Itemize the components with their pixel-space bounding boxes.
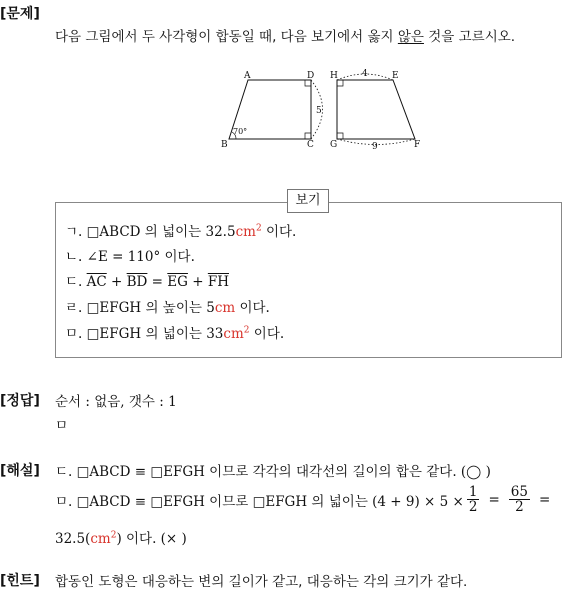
bogi-item-text-post: 이다. (235, 300, 270, 316)
label-gf-length: 9 (372, 142, 378, 152)
right-angle-g (337, 133, 343, 139)
bogi-item-text-post: 이다. (261, 224, 297, 240)
explanation-line-1: ㄷ. □ABCD ≡ □EFGH 이므로 각각의 대각선의 길이의 합은 같다. (◯ ) (55, 464, 491, 480)
problem-question (55, 25, 515, 45)
bogi-item-3 (65, 270, 229, 290)
fraction-half: $\frac{1}{2}$ (468, 484, 478, 516)
answer-line-1: 순서 : 없음, 갯수 : 1 (55, 394, 177, 410)
label-b: B (221, 140, 228, 150)
bogi-item-text: □ABCD 의 넓이는 32.5 (86, 224, 236, 240)
bogi-item-5 (65, 322, 284, 342)
label-h: H (330, 71, 338, 81)
unit-cm: $cm^2$ (235, 223, 262, 240)
bogi-marker: ㄷ. (65, 274, 83, 290)
bogi-item-1 (65, 220, 296, 240)
segment-ac: $\overline{AC}$ (86, 274, 107, 290)
hint-text: 합동인 도형은 대응하는 변의 길이가 같고, 대응하는 각의 크기가 같다. (55, 574, 468, 590)
trapezoid-efgh (337, 80, 415, 139)
bogi-item-text: □EFGH 의 높이는 5 (86, 300, 215, 316)
unit-cm: cm (214, 300, 236, 316)
unit-cm: $cm^2$ (90, 530, 117, 547)
segment-eg: $\overline{EG}$ (167, 274, 188, 290)
segment-bd: $\overline{BD}$ (126, 274, 148, 290)
bogi-item-4 (65, 296, 270, 316)
explanation-line-2 (55, 485, 550, 514)
label-f: F (414, 140, 421, 150)
equals-sign: = (538, 491, 551, 508)
label-g: G (330, 140, 338, 150)
explanation-text: ㅁ. □ABCD ≡ □EFGH 이므로 □EFGH 의 넓이는 (4 + 9) × 5 × (55, 493, 464, 510)
bogi-item-text-post: 이다. (249, 326, 285, 342)
bogi-marker: ㄹ. (65, 300, 83, 316)
label-e: E (392, 71, 399, 81)
explanation-heading: [해설] (0, 463, 40, 479)
question-underlined: 않은 (397, 29, 424, 45)
unit-cm: $cm^2$ (223, 325, 250, 342)
answer-line-2: ㅁ (55, 418, 69, 434)
explanation-text-post: ) 이다. (× ) (116, 531, 187, 547)
segment-fh: $\overline{FH}$ (207, 274, 229, 290)
label-he-length: 4 (362, 69, 368, 79)
fraction-65-2: $\frac{65}{2}$ (510, 484, 528, 516)
trapezoid-figure (216, 68, 436, 152)
right-angle-c (305, 133, 311, 139)
label-dc-length: 5 (316, 106, 322, 116)
bogi-marker: ㄱ. (65, 224, 83, 240)
equals-sign: = (147, 274, 168, 290)
bogi-item-text: □EFGH 의 넓이는 33 (86, 326, 224, 342)
equals-sign: = (488, 491, 500, 508)
explanation-text: 32.5( (55, 531, 91, 547)
plus-sign: + (187, 274, 208, 290)
bogi-marker: ㅁ. (65, 326, 83, 342)
bogi-item-2 (65, 245, 195, 265)
plus-sign: + (106, 274, 127, 290)
explanation-line-3 (55, 527, 187, 547)
bogi-title: 보기 (287, 189, 329, 213)
question-text-post: 것을 고르시오. (423, 29, 516, 45)
answer-heading: [정답] (0, 393, 40, 409)
label-angle-b: 70° (233, 127, 248, 136)
question-text-pre: 다음 그림에서 두 사각형이 합동일 때, 다음 보기에서 옳지 (55, 29, 398, 45)
bogi-marker: ㄴ. (65, 249, 83, 265)
hint-heading: [힌트] (0, 573, 40, 589)
problem-heading: [문제] (0, 6, 40, 22)
label-a: A (244, 71, 251, 81)
label-c: C (307, 140, 314, 150)
label-d: D (307, 71, 315, 81)
right-angle-h (337, 80, 343, 86)
bogi-item-text: ∠E = 110° 이다. (86, 249, 195, 265)
